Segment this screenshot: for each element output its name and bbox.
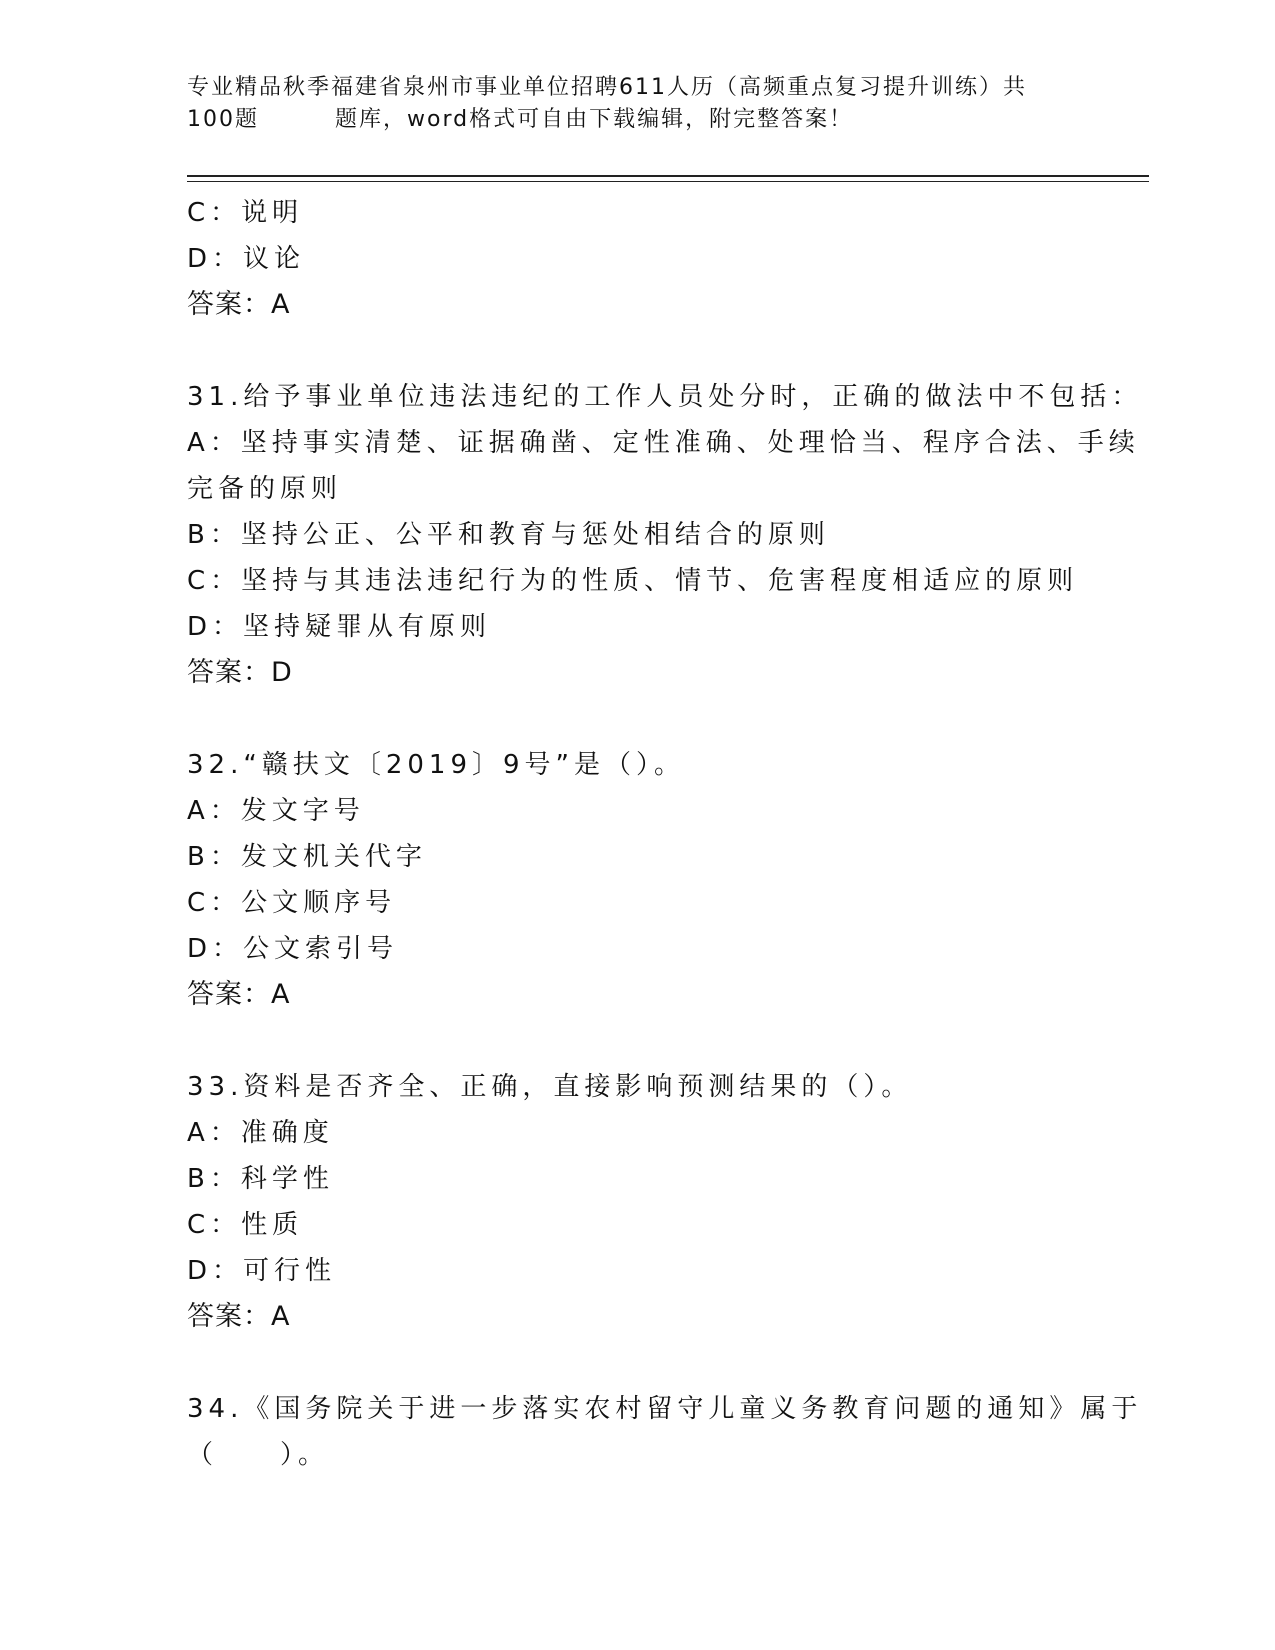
option-c: C：说明 bbox=[187, 198, 304, 228]
option-a: A：准确度 bbox=[187, 1118, 334, 1148]
option-b: B：发文机关代字 bbox=[187, 842, 427, 872]
question-text: 34.《国务院关于进一步落实农村留守儿童义务教育问题的通知》属于 bbox=[187, 1394, 1143, 1424]
option-a: A：坚持事实清楚、证据确凿、定性准确、处理恰当、程序合法、手续 bbox=[187, 428, 1140, 458]
option-a-continued: 完备的原则 bbox=[187, 474, 343, 504]
answer: 答案：A bbox=[187, 979, 291, 1010]
question-list bbox=[187, 190, 1143, 1478]
header-subtitle: 题库，word格式可自由下载编辑，附完整答案！ bbox=[335, 107, 854, 132]
option-d: D：公文索引号 bbox=[187, 934, 399, 964]
question-34 bbox=[187, 1386, 1143, 1478]
header-rule-thick bbox=[187, 175, 1149, 177]
question-text: 32.“赣扶文〔2019〕9号”是（）。 bbox=[187, 750, 685, 780]
option-b: B：坚持公正、公平和教育与惩处相结合的原则 bbox=[187, 520, 830, 550]
answer: 答案：A bbox=[187, 1301, 291, 1332]
option-c: C：坚持与其违法违纪行为的性质、情节、危害程度相适应的原则 bbox=[187, 566, 1079, 596]
question-text: 31.给予事业单位违法违纪的工作人员处分时，正确的做法中不包括： bbox=[187, 382, 1143, 412]
header-rule-thin bbox=[187, 181, 1149, 182]
document-header bbox=[187, 72, 1087, 136]
option-b: B：科学性 bbox=[187, 1164, 334, 1194]
question-32 bbox=[187, 742, 1087, 1018]
header-line-1: 专业精品秋季福建省泉州市事业单位招聘611人历（高频重点复习提升训练）共 bbox=[187, 75, 1027, 100]
question-31 bbox=[187, 374, 1143, 696]
question-text: 33.资料是否齐全、正确，直接影响预测结果的（）。 bbox=[187, 1072, 913, 1102]
option-d: D：可行性 bbox=[187, 1256, 337, 1286]
option-c: C：公文顺序号 bbox=[187, 888, 397, 918]
option-d: D：坚持疑罪从有原则 bbox=[187, 612, 492, 642]
header-line-2 bbox=[187, 104, 1087, 136]
question-33 bbox=[187, 1064, 1087, 1340]
answer: 答案：A bbox=[187, 289, 291, 320]
header-count: 100题 bbox=[187, 107, 259, 132]
option-a: A：发文字号 bbox=[187, 796, 365, 826]
answer: 答案：D bbox=[187, 657, 293, 688]
question-text-continued: （ ）。 bbox=[187, 1440, 330, 1470]
option-c: C：性质 bbox=[187, 1210, 304, 1240]
option-d: D：议论 bbox=[187, 244, 306, 274]
